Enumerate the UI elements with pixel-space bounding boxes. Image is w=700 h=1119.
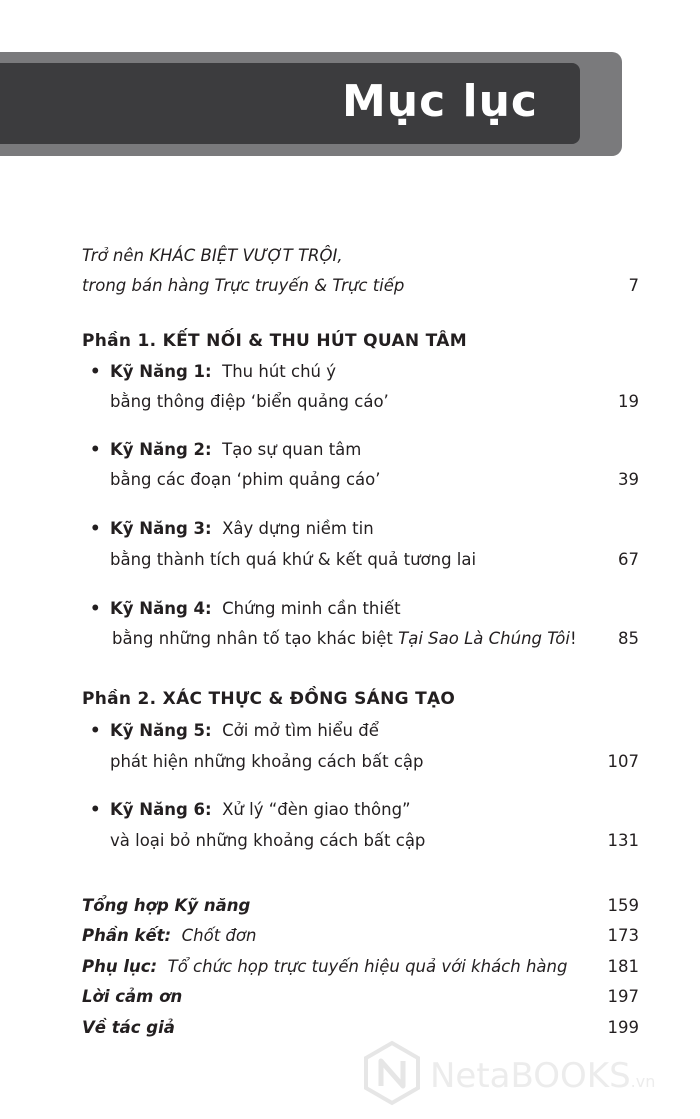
skill-4-row[interactable] — [0, 597, 700, 621]
bullet-icon: • — [90, 440, 101, 459]
skill-3-subtitle: bằng thành tích quá khứ & kết quả tương lai — [110, 550, 477, 569]
bullet-icon: • — [90, 362, 101, 381]
part-2-heading: Phần 2. XÁC THỰC & ĐỒNG SÁNG TẠO — [82, 689, 456, 709]
toc-end-entry-5[interactable] — [0, 1016, 700, 1040]
skill-3-subrow[interactable] — [0, 548, 700, 572]
skill-2-row[interactable] — [0, 438, 700, 462]
toc-intro-line2[interactable] — [0, 274, 700, 298]
skill-3-title: Xây dựng niềm tin — [222, 519, 374, 538]
watermark-brand: NetaBOOKS — [430, 1056, 631, 1096]
skill-6-heading — [110, 798, 411, 822]
end-entry-3-text — [82, 955, 567, 979]
skill-3-heading — [110, 517, 374, 541]
end-entry-2-rest: Chốt đơn — [171, 926, 257, 945]
skill-4-subtitle-italic: Tại Sao Là Chúng Tôi — [398, 629, 570, 648]
skill-2-page-number: 39 — [618, 470, 639, 489]
intro-line2-text: trong bán hàng Trực truyến & Trực tiếp — [82, 276, 405, 295]
end-entry-1-bold: Tổng hợp Kỹ năng — [82, 896, 251, 915]
end-entry-3-bold: Phụ lục: — [82, 957, 158, 976]
watermark-text — [430, 1056, 655, 1096]
skill-4-label: Kỹ Năng 4: — [110, 599, 212, 618]
skill-4-subrow[interactable] — [0, 627, 700, 651]
skill-3-page-number: 67 — [618, 550, 639, 569]
skill-2-heading — [110, 438, 361, 462]
skill-6-subrow[interactable] — [0, 829, 700, 853]
skill-5-subtitle: phát hiện những khoảng cách bất cập — [110, 752, 424, 771]
skill-1-subtitle: bằng thông điệp ‘biển quảng cáo’ — [110, 392, 389, 411]
skill-6-page-number: 131 — [607, 831, 639, 850]
skill-1-label: Kỹ Năng 1: — [110, 362, 212, 381]
end-entry-2-bold: Phần kết: — [82, 926, 172, 945]
bullet-icon: • — [90, 599, 101, 618]
skill-5-row[interactable] — [0, 719, 700, 743]
skill-1-page-number: 19 — [618, 392, 639, 411]
bullet-icon: • — [90, 519, 101, 538]
skill-5-heading — [110, 719, 379, 743]
watermark-suffix: .vn — [630, 1072, 656, 1091]
end-entry-1-text — [82, 894, 250, 918]
end-entry-4-bold: Lời cảm ơn — [82, 987, 183, 1006]
skill-2-title: Tạo sự quan tâm — [222, 440, 362, 459]
end-entry-4-page: 197 — [607, 987, 639, 1006]
skill-5-title: Cởi mở tìm hiểu để — [222, 721, 379, 740]
page-title: Mục lục — [342, 76, 538, 127]
skill-1-subrow[interactable] — [0, 390, 700, 414]
end-entry-5-text — [82, 1016, 175, 1040]
skill-2-label: Kỹ Năng 2: — [110, 440, 212, 459]
skill-6-subtitle: và loại bỏ những khoảng cách bất cập — [110, 831, 426, 850]
skill-6-label: Kỹ Năng 6: — [110, 800, 212, 819]
end-entry-3-rest: Tổ chức họp trực tuyến hiệu quả với khách hàng — [157, 957, 568, 976]
netabooks-n-hexagon-icon — [362, 1040, 422, 1106]
toc-intro-line1[interactable] — [0, 244, 700, 268]
toc-end-entry-4[interactable] — [0, 985, 700, 1009]
skill-5-label: Kỹ Năng 5: — [110, 721, 212, 740]
bullet-icon: • — [90, 800, 101, 819]
end-entry-4-text — [82, 985, 182, 1009]
end-entry-3-page: 181 — [607, 957, 639, 976]
intro-line1-text: Trở nên KHÁC BIỆT VƯỢT TRỘI, — [82, 246, 343, 265]
skill-5-subrow[interactable] — [0, 750, 700, 774]
skill-4-page-number: 85 — [618, 629, 639, 648]
skill-1-heading — [110, 360, 336, 384]
skill-4-subtitle — [112, 627, 577, 651]
bullet-icon: • — [90, 721, 101, 740]
netabooks-watermark — [362, 1040, 682, 1110]
skill-2-subrow[interactable] — [0, 468, 700, 492]
skill-4-subtitle-end: ! — [569, 629, 577, 648]
part-1-heading-row[interactable] — [0, 329, 700, 353]
end-entry-1-page: 159 — [607, 896, 639, 915]
skill-3-label: Kỹ Năng 3: — [110, 519, 212, 538]
skill-6-title: Xử lý “đèn giao thông” — [222, 800, 411, 819]
part-2-heading-row[interactable] — [0, 687, 700, 711]
part-1-heading: Phần 1. KẾT NỐI & THU HÚT QUAN TÂM — [82, 331, 467, 351]
end-entry-2-text — [82, 924, 256, 948]
toc-end-entry-3[interactable] — [0, 955, 700, 979]
toc-end-entry-2[interactable] — [0, 924, 700, 948]
skill-4-title: Chứng minh cần thiết — [222, 599, 401, 618]
skill-4-subtitle-text: bằng những nhân tố tạo khác biệt — [112, 629, 393, 648]
skill-1-row[interactable] — [0, 360, 700, 384]
toc-end-entry-1[interactable] — [0, 894, 700, 918]
end-entry-5-page: 199 — [607, 1018, 639, 1037]
intro-page-number: 7 — [628, 276, 639, 295]
skill-3-row[interactable] — [0, 517, 700, 541]
skill-5-page-number: 107 — [607, 752, 639, 771]
end-entry-2-page: 173 — [607, 926, 639, 945]
skill-4-heading — [110, 597, 401, 621]
skill-2-subtitle: bằng các đoạn ‘phim quảng cáo’ — [110, 470, 381, 489]
skill-6-row[interactable] — [0, 798, 700, 822]
end-entry-5-bold: Về tác giả — [82, 1018, 175, 1037]
skill-1-title: Thu hút chú ý — [222, 362, 336, 381]
